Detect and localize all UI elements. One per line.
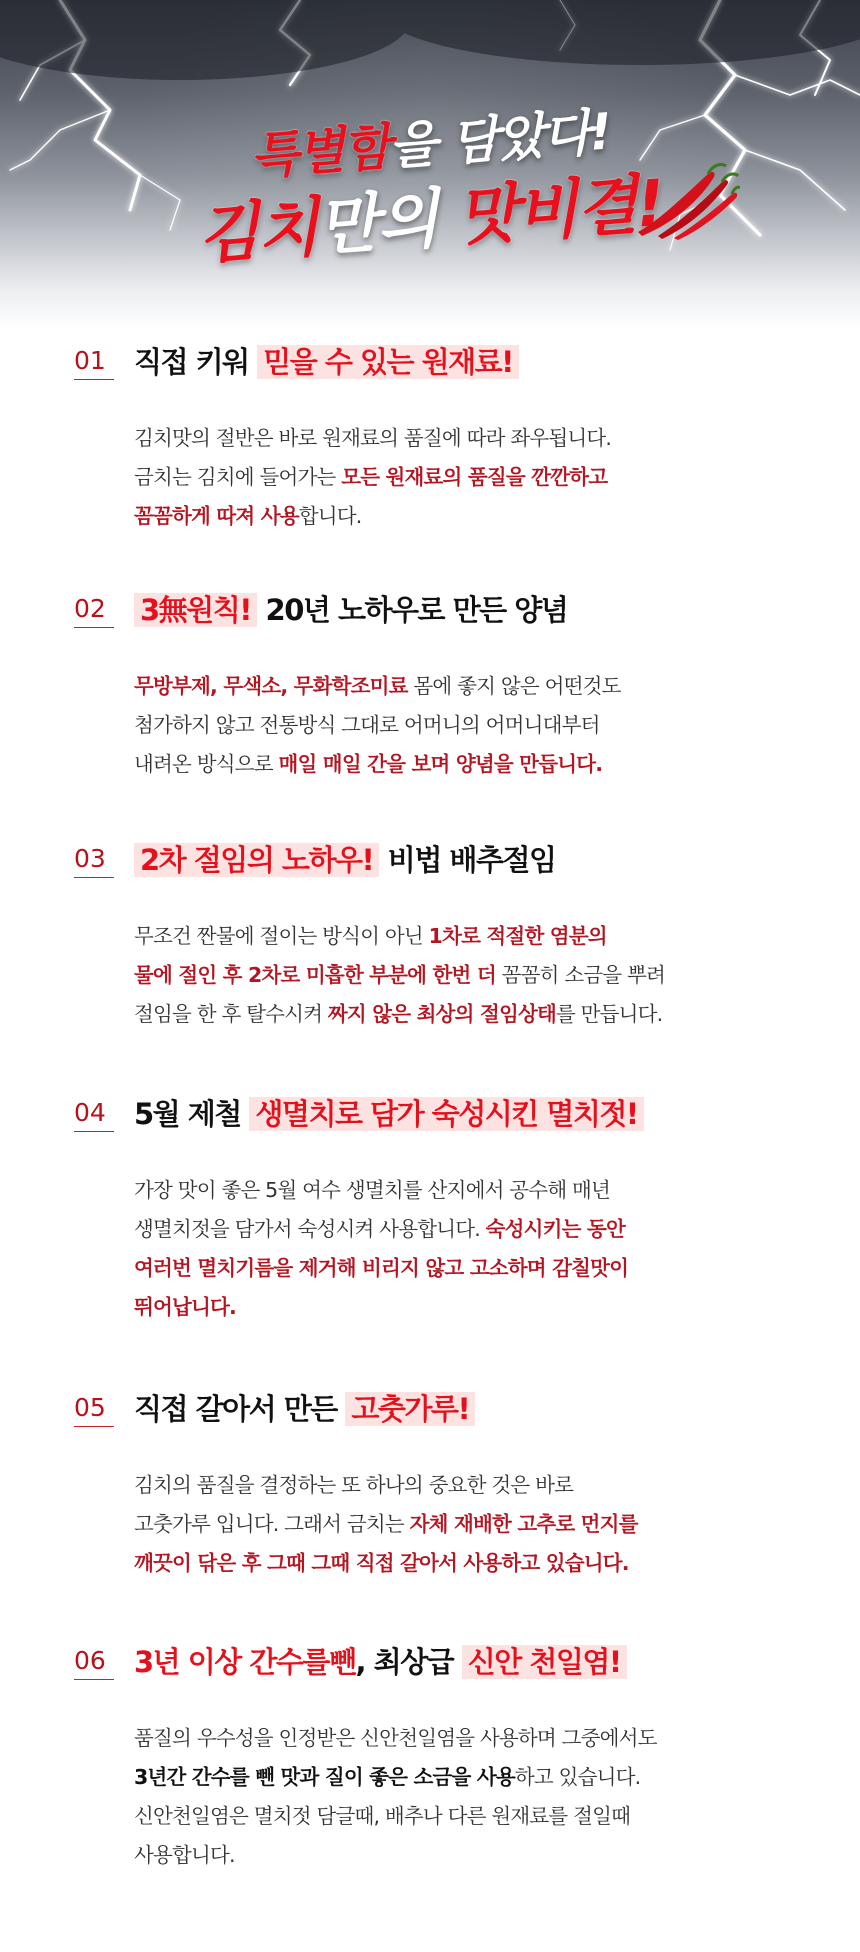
section-number: 04 [74, 1099, 114, 1132]
body-text: 를 만듭니다. [555, 1002, 663, 1026]
body-text: 금치는 김치에 들어가는 [134, 465, 342, 489]
body-emphasis: 꼼꼼하게 따져 사용 [134, 504, 299, 528]
body-line [134, 1505, 814, 1544]
section-title [134, 589, 567, 631]
body-text: 고춧가루 입니다. 그래서 금치는 [134, 1512, 410, 1536]
section-title [134, 341, 519, 383]
body-text: 가장 맛이 좋은 5월 여수 생멸치를 산지에서 공수해 매년 [134, 1178, 611, 1202]
body-emphasis: 물에 절인 후 2차로 미흡한 부분에 한번 더 [134, 963, 496, 987]
hero-word-only: 만의 [314, 181, 460, 265]
body-text: 하고 있습니다. [514, 1765, 641, 1789]
body-emphasis: 뛰어납니다. [134, 1295, 237, 1319]
body-line [134, 1797, 814, 1836]
body-line [134, 1210, 814, 1249]
title-text: 5월 제철 [134, 1097, 250, 1131]
body-text: 절임을 한 후 탈수시켜 [134, 1002, 328, 1026]
title-text: 20년 노하우로 만든 양념 [256, 593, 568, 627]
section-body [134, 1171, 814, 1327]
body-line [134, 706, 814, 745]
title-text: 비법 배추절임 [379, 843, 556, 877]
hero-word-contained: 을 담았다! [387, 102, 613, 176]
hero-banner [0, 0, 860, 330]
body-emphasis: 무방부제, 무색소, 무화학조미료 [134, 674, 408, 698]
body-emphasis: 깨끗이 닦은 후 그때 그때 직접 갈아서 사용하고 있습니다. [134, 1551, 629, 1575]
title-red-text: 3년 이상 간수를뺀 [134, 1645, 356, 1679]
section-body [134, 917, 814, 1034]
body-text: 김치맛의 절반은 바로 원재료의 품질에 따라 좌우됩니다. [134, 426, 612, 450]
section-body [134, 1466, 814, 1583]
section-title [134, 839, 555, 881]
title-highlight: 생멸치로 담가 숙성시킨 멸치젓! [249, 1097, 643, 1131]
body-line [134, 419, 814, 458]
body-line [134, 745, 814, 784]
body-text: 김치의 품질을 결정하는 또 하나의 중요한 것은 바로 [134, 1473, 574, 1497]
body-line [134, 956, 814, 995]
title-highlight: 3無원칙! [134, 593, 257, 627]
body-line [134, 497, 814, 536]
body-line [134, 1719, 814, 1758]
body-text: 무조건 짠물에 절이는 방식이 아닌 [134, 924, 429, 948]
body-emphasis: 숙성시키는 동안 [485, 1217, 625, 1241]
body-text: 첨가하지 않고 전통방식 그대로 어머니의 어머니대부터 [134, 713, 600, 737]
body-text: 생멸치젓을 담가서 숙성시켜 사용합니다. [134, 1217, 486, 1241]
body-emphasis: 짜지 않은 최상의 절임상태 [327, 1002, 556, 1026]
body-line [134, 667, 814, 706]
body-line [134, 1758, 814, 1797]
hero-word-secret: 맛비결! [454, 166, 666, 256]
title-text: , 최상급 [355, 1645, 462, 1679]
body-emphasis: 3년간 간수를 뺀 맛과 질이 좋은 소금을 사용 [134, 1765, 515, 1789]
title-highlight: 2차 절임의 노하우! [134, 843, 379, 877]
body-line [134, 1836, 814, 1875]
section-number: 03 [74, 845, 114, 878]
body-emphasis: 1차로 적절한 염분의 [428, 924, 607, 948]
section-title [134, 1641, 627, 1683]
body-text: 품질의 우수성을 인정받은 신안천일염을 사용하며 그중에서도 [134, 1726, 657, 1750]
body-text: 사용합니다. [134, 1843, 235, 1867]
body-line [134, 1249, 814, 1288]
body-emphasis: 여러번 멸치기름을 제거해 비리지 않고 고소하며 감칠맛이 [134, 1256, 629, 1280]
section-number: 06 [74, 1647, 114, 1680]
body-text: 신안천일염은 멸치젓 담글때, 배추나 다른 원재료를 절일때 [134, 1804, 631, 1828]
body-emphasis: 모든 원재료의 품질을 깐깐하고 [341, 465, 608, 489]
section-body [134, 1719, 814, 1875]
body-line [134, 1544, 814, 1583]
body-line [134, 1171, 814, 1210]
red-pepper-icon [630, 160, 740, 240]
body-line [134, 1466, 814, 1505]
body-emphasis: 매일 매일 간을 보며 양념을 만듭니다. [278, 752, 603, 776]
title-text: 직접 갈아서 만든 [134, 1392, 346, 1426]
body-text: 내려온 방식으로 [134, 752, 279, 776]
body-text: 합니다. [298, 504, 362, 528]
section-title [134, 1093, 644, 1135]
title-text: 직접 키워 [134, 345, 258, 379]
section-number: 02 [74, 595, 114, 628]
section-body [134, 667, 814, 784]
hero-word-special: 특별함 [248, 117, 392, 186]
hero-word-geumchi: 김치 [195, 190, 320, 274]
section-title [134, 1388, 475, 1430]
section-body [134, 419, 814, 536]
body-line [134, 458, 814, 497]
title-highlight: 신안 천일염! [462, 1645, 627, 1679]
body-text: 몸에 좋지 않은 어떤것도 [407, 674, 621, 698]
section-number: 05 [74, 1394, 114, 1427]
body-line [134, 917, 814, 956]
body-line [134, 1288, 814, 1327]
title-highlight: 고춧가루! [345, 1392, 475, 1426]
body-emphasis: 자체 재배한 고추로 먼지를 [409, 1512, 638, 1536]
section-number: 01 [74, 347, 114, 380]
title-highlight: 믿을 수 있는 원재료! [257, 345, 519, 379]
body-text: 꼼꼼히 소금을 뿌려 [495, 963, 666, 987]
body-line [134, 995, 814, 1034]
